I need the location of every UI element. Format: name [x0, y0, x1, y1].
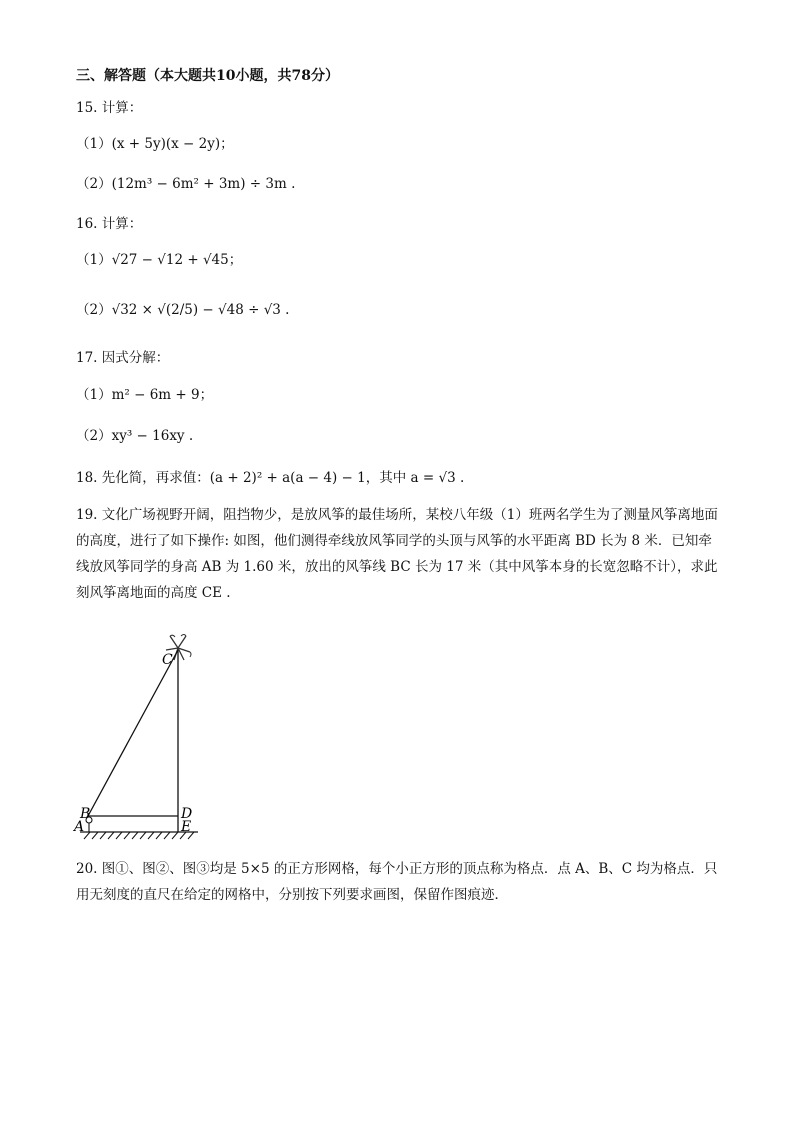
ground-hatch	[84, 832, 194, 839]
question-16-part-2: （2）√32 × √(2/5) − √48 ÷ √3 .	[76, 302, 290, 318]
question-17-part-2: （2）xy³ − 16xy .	[76, 428, 194, 444]
label-c: C	[162, 652, 173, 668]
question-15-label: 15. 计算：	[76, 100, 143, 116]
label-b: B	[80, 806, 91, 822]
question-20: 20. 图①、图②、图③均是 5×5 的正方形网格，每个小正方形的顶点称为格点．点 A、B、C 均为格点．只用无刻度的直尺在给定的网格中，分别按下列要求画图，保留作图痕迹．	[76, 861, 718, 903]
question-19: 19. 文化广场视野开阔，阻挡物少，是放风筝的最佳场所，某校八年级（1）班两名学生为了测量风筝离地面的高度，进行了如下操作: 如图，他们测得牵线放风筝同学的头顶与风筝的水平距离 BD 长为 8 米．已知牵线放风筝同学的身高 AB 为 1.60 米，放出的风筝线 BC 长为 17 米（其中风筝本身的长宽忽略不计），求此刻风筝离地面的高度 CE .	[76, 507, 718, 601]
question-17-label: 17. 因式分解：	[76, 350, 170, 366]
question-16-label: 16. 计算：	[76, 216, 143, 232]
line-bc	[88, 650, 178, 816]
question-16-part-1: （1）√27 − √12 + √45；	[76, 252, 243, 268]
question-15-part-2: （2）(12m³ − 6m² + 3m) ÷ 3m .	[76, 176, 296, 192]
label-a: A	[74, 819, 85, 835]
kite-figure	[70, 630, 210, 840]
question-18: 18. 先化简，再求值：(a + 2)² + a(a − 4) − 1，其中 a = √3 .	[76, 470, 465, 486]
label-e: E	[181, 819, 192, 835]
question-17-part-1: （1）m² − 6m + 9；	[76, 387, 214, 403]
label-d: D	[181, 806, 193, 822]
section-title: 三、解答题（本大题共10小题，共78分）	[76, 68, 339, 84]
question-15-part-1: （1）(x + 5y)(x − 2y)；	[76, 136, 234, 152]
